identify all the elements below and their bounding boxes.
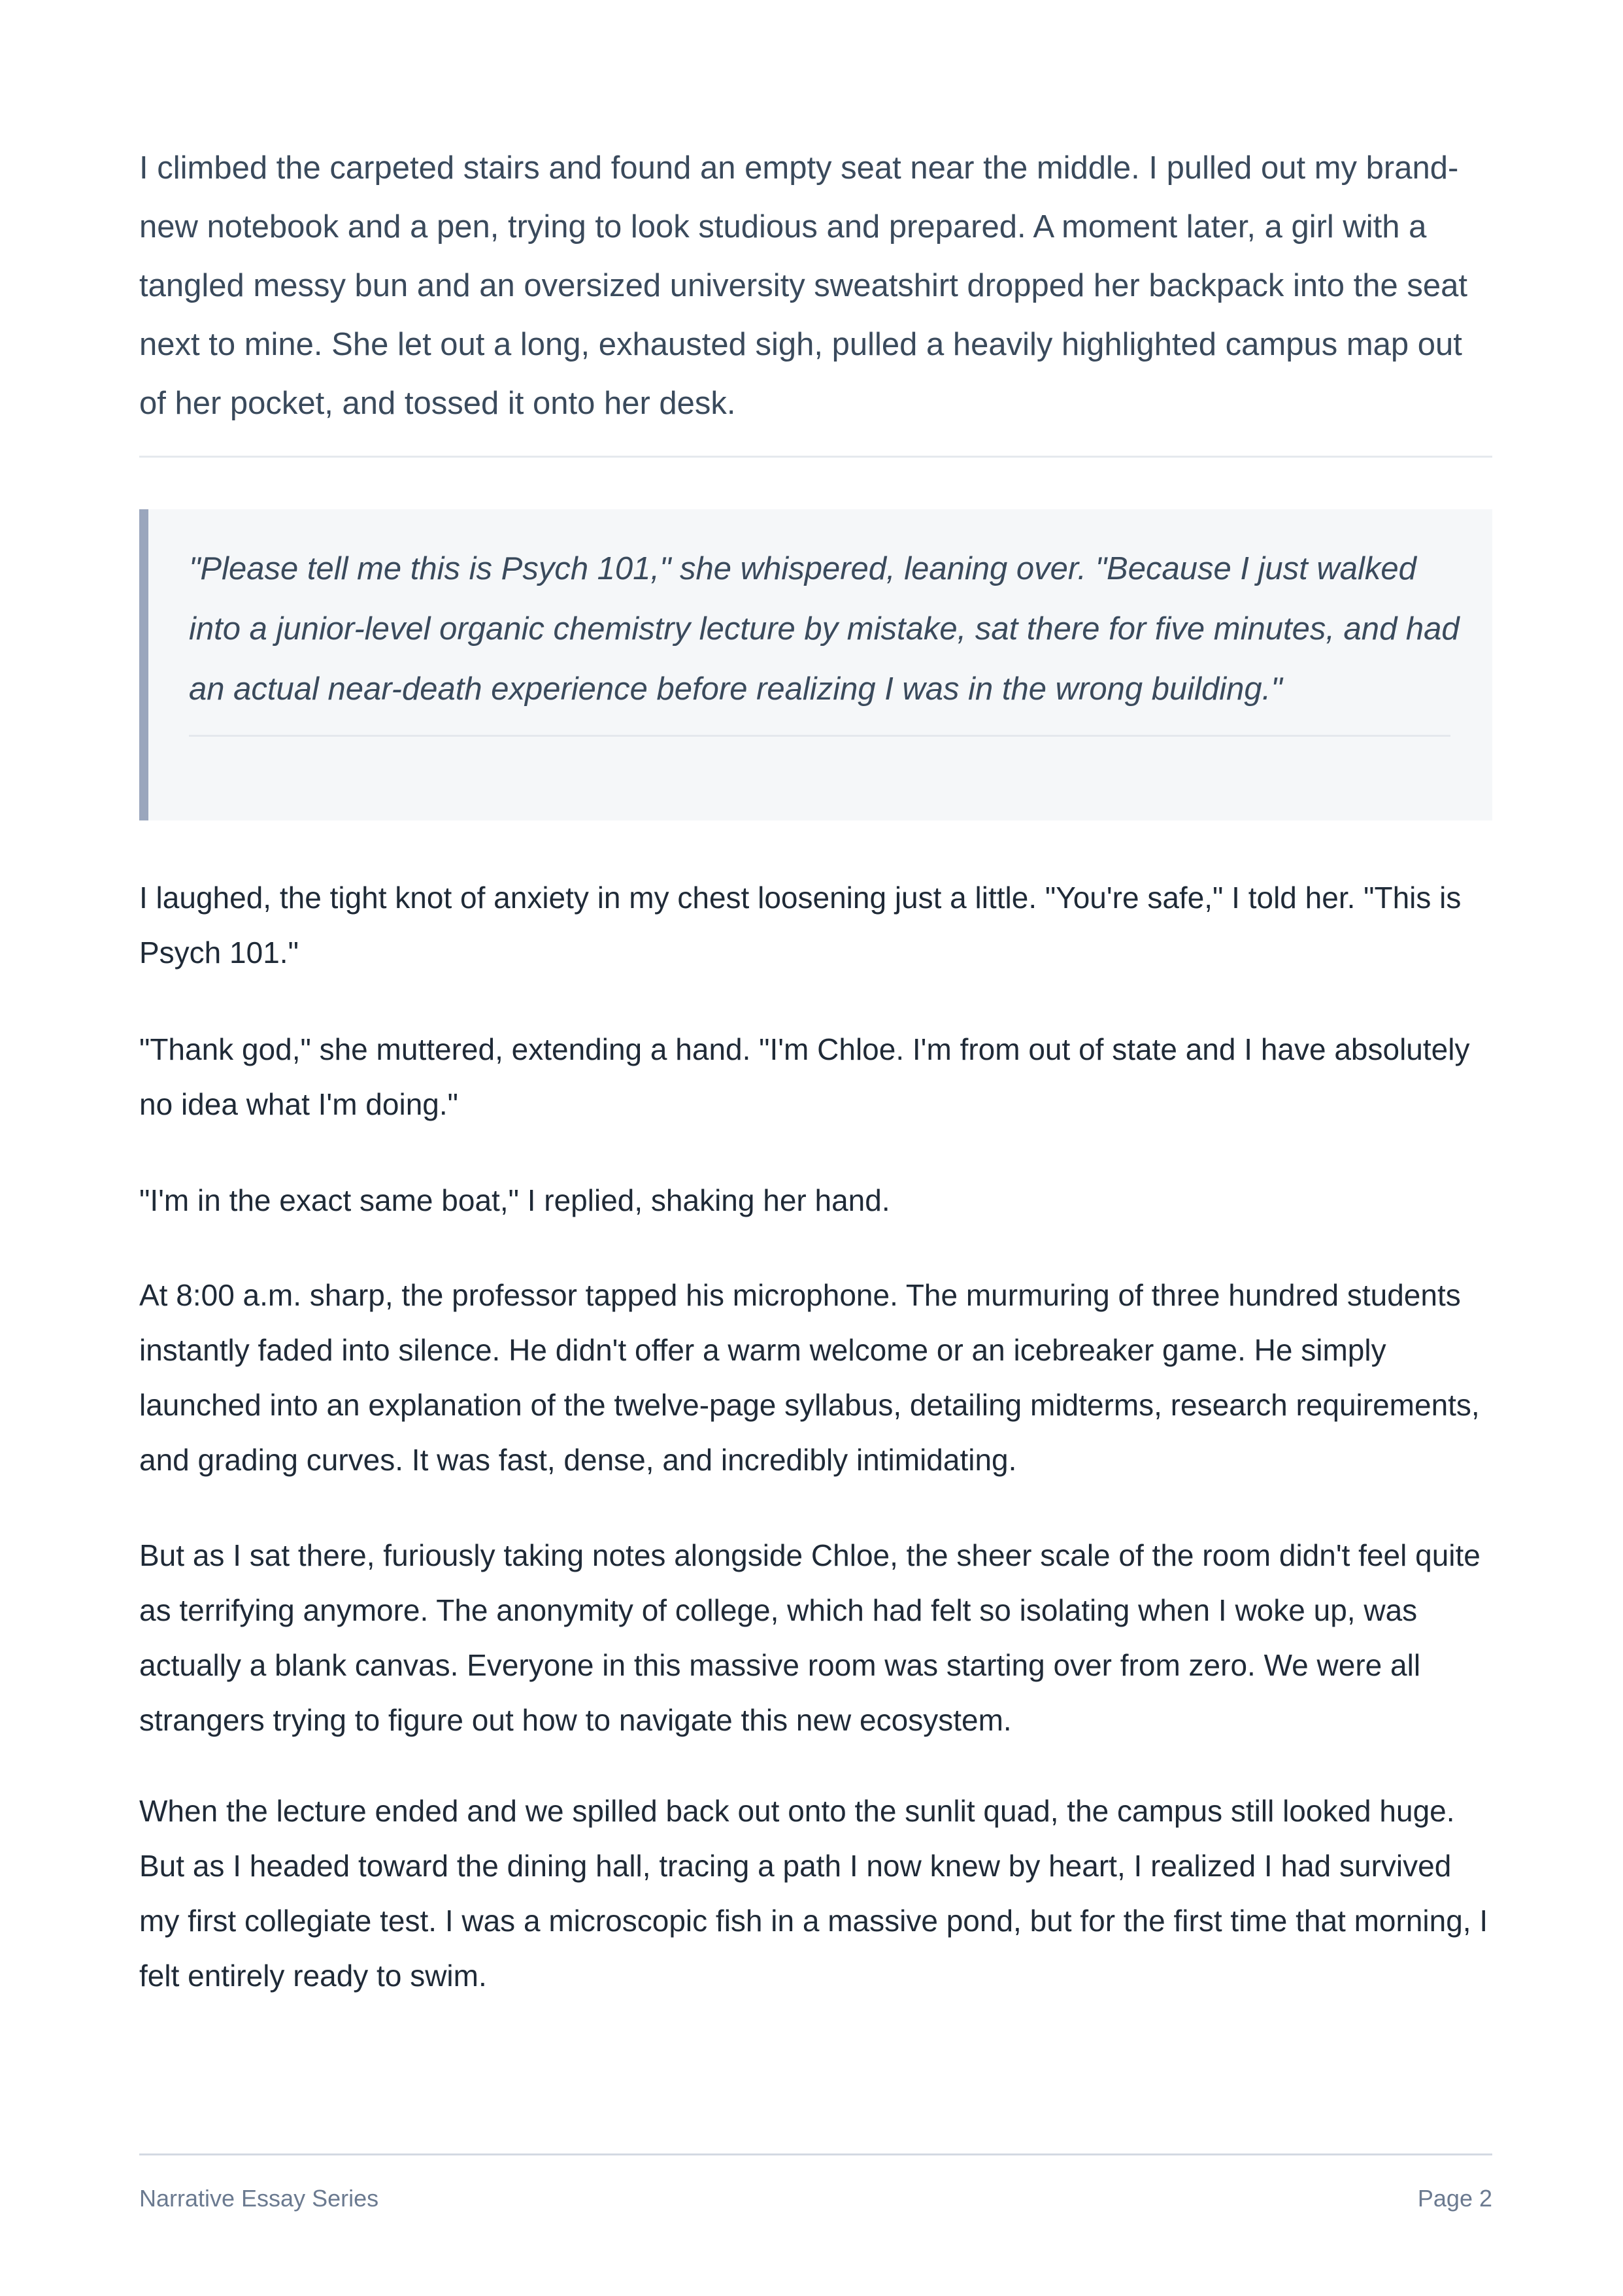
body-paragraph-3: "I'm in the exact same boat," I replied, shaking her hand.	[139, 1183, 890, 1217]
body-paragraph-6: When the lecture ended and we spilled back out onto the sunlit quad, the campus still looked huge. But as I headed toward the dining hall, tracing a path I now knew by heart, I realized I had survived my first collegiate test. I was a microscopic fish in a massive pond, but for the first time that morning, I felt entirely ready to swim.	[139, 1794, 1488, 1993]
section-divider	[139, 456, 1492, 458]
body-paragraph-2: "Thank god," she muttered, extending a hand. "I'm Chloe. I'm from out of state and I have absolutely no idea what I'm doing."	[139, 1032, 1470, 1121]
quote-divider	[189, 735, 1450, 737]
body-paragraph-1: I laughed, the tight knot of anxiety in my chest loosening just a little. "You're safe," I told her. "This is Psych 101."	[139, 881, 1462, 970]
footer-page-number: Page 2	[1417, 2185, 1492, 2212]
document-page	[139, 0, 1492, 2296]
blockquote	[139, 509, 1492, 820]
footer-divider	[139, 2153, 1492, 2155]
lead-paragraph: I climbed the carpeted stairs and found an empty seat near the middle. I pulled out my brand-new notebook and a pen, trying to look studious and prepared. A moment later, a girl with a tangled messy bun and an oversized university sweatshirt dropped her backpack into the seat next to mine. She let out a long, exhausted sigh, pulled a heavily highlighted campus map out of her pocket, and tossed it onto her desk.	[139, 150, 1467, 421]
body-paragraph-5: But as I sat there, furiously taking notes alongside Chloe, the sheer scale of the room didn't feel quite as terrifying anymore. The anonymity of college, which had felt so isolating when I woke up, was actually a blank canvas. Everyone in this massive room was starting over from zero. We were all strangers trying to figure out how to navigate this new ecosystem.	[139, 1538, 1481, 1737]
footer-series-title: Narrative Essay Series	[139, 2185, 379, 2212]
body-paragraph-4: At 8:00 a.m. sharp, the professor tapped his microphone. The murmuring of three hundred students instantly faded into silence. He didn't offer a warm welcome or an icebreaker game. He simply launched into an explanation of the twelve-page syllabus, detailing midterms, research requirements, and grading curves. It was fast, dense, and incredibly intimidating.	[139, 1278, 1480, 1477]
quote-text: "Please tell me this is Psych 101," she whispered, leaning over. "Because I just walked into a junior-level organic chemistry lecture by mistake, sat there for five minutes, and had an actual near-death experience before realizing I was in the wrong building."	[189, 551, 1460, 707]
